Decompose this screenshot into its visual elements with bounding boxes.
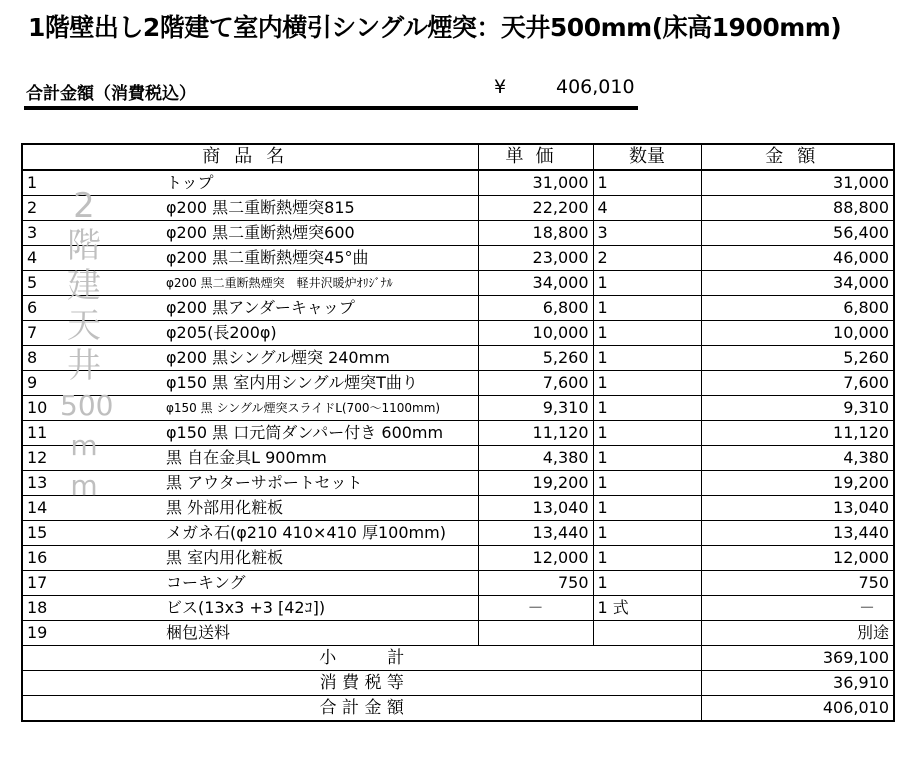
quantity: 1 [593,296,701,321]
table-row [22,221,894,246]
unit-price: 7,600 [478,371,593,396]
amount: 別途 [701,621,894,646]
total-amount-value: 406,010 [556,76,635,98]
product-name: 黒 アウターサポートセット [166,473,363,492]
unit-price: 6,800 [478,296,593,321]
row-number: 13 [27,473,48,492]
table-row [22,346,894,371]
unit-price: 13,040 [478,496,593,521]
product-name: 梱包送料 [166,623,231,642]
vertical-char: 500 [60,389,114,422]
product-name: φ200 黒二重断熱煙突 軽井沢暖炉ｵﾘｼﾞﾅﾙ [166,276,393,290]
amount: 4,380 [701,446,894,471]
row-number: 8 [27,348,38,367]
row-number: 14 [27,498,48,517]
row-number: 10 [27,398,48,417]
table-row [22,446,894,471]
unit-price: 10,000 [478,321,593,346]
product-name: φ200 黒二重断熱煙突45°曲 [166,248,369,267]
unit-price: 4,380 [478,446,593,471]
amount: 7,600 [701,371,894,396]
vertical-char: 2 [73,186,95,226]
table-header-row [22,144,894,170]
quantity [593,621,701,646]
row-number: 17 [27,573,48,592]
product-name: メガネ石(φ210 410×410 厚100mm) [166,523,446,542]
vertical-char: 井 [67,346,101,386]
unit-price: 19,200 [478,471,593,496]
header-unit-price: 単価 [478,144,593,170]
quantity: 1 [593,446,701,471]
tax-value: 36,910 [701,671,894,696]
product-name: φ200 黒二重断熱煙突815 [166,198,355,217]
amount: 11,120 [701,421,894,446]
unit-price: － [478,596,593,621]
table-row [22,170,894,196]
unit-price [478,621,593,646]
amount: 9,310 [701,396,894,421]
total-amount-label: 合計金額（消費税込） [26,84,196,104]
header-quantity: 数量 [593,144,701,170]
header-amount: 金額 [701,144,894,170]
grand-total-label: 合 計 金 額 [22,696,701,722]
table-row [22,471,894,496]
amount: 6,800 [701,296,894,321]
table-row [22,321,894,346]
header-product-name: 商品名 [22,144,478,170]
quantity: 1 [593,496,701,521]
table-row [22,546,894,571]
unit-price: 12,000 [478,546,593,571]
vertical-char: 階 [67,226,101,266]
table-row [22,496,894,521]
vertical-char: 天 [67,306,101,346]
quantity: 1 [593,421,701,446]
table-row [22,246,894,271]
product-name: φ150 黒 口元筒ダンパー付き 600mm [166,423,444,442]
amount: 12,000 [701,546,894,571]
unit-price: 34,000 [478,271,593,296]
row-number: 2 [27,198,38,217]
grand-total-value: 406,010 [701,696,894,722]
subtotal-label: 小 計 [22,646,701,671]
row-number: 6 [27,298,38,317]
row-number: 5 [27,273,38,292]
vertical-char: m [70,429,98,462]
quantity: 1 [593,170,701,196]
total-underline [24,106,638,110]
quantity: 1 [593,396,701,421]
tax-row [22,671,894,696]
row-number: 15 [27,523,48,542]
row-number: 3 [27,223,38,242]
product-name: φ150 黒 シングル煙突スライドL(700～1100mm) [166,401,441,415]
row-number: 4 [27,248,38,267]
row-number: 19 [27,623,48,642]
estimate-table [21,143,895,722]
quantity: 1 [593,546,701,571]
table-row [22,396,894,421]
table-row [22,271,894,296]
table-row [22,621,894,646]
amount: 46,000 [701,246,894,271]
table-row [22,296,894,321]
quantity: 1 [593,571,701,596]
table-row [22,421,894,446]
quantity: 1 [593,271,701,296]
unit-price: 31,000 [478,170,593,196]
product-name: φ200 黒二重断熱煙突600 [166,223,355,242]
product-name: コーキング [166,573,246,592]
unit-price: 18,800 [478,221,593,246]
row-number: 16 [27,548,48,567]
amount: 19,200 [701,471,894,496]
quantity: 3 [593,221,701,246]
currency-symbol: ¥ [494,76,507,98]
table-row [22,196,894,221]
product-name: トップ [166,173,214,192]
table-row [22,571,894,596]
unit-price: 750 [478,571,593,596]
quantity: 1 [593,321,701,346]
table-row [22,371,894,396]
quantity: 2 [593,246,701,271]
amount: － [701,596,894,621]
row-number: 12 [27,448,48,467]
amount: 13,440 [701,521,894,546]
product-name: φ205(長200φ) [166,323,277,342]
amount: 750 [701,571,894,596]
amount: 10,000 [701,321,894,346]
document-title: 1階壁出し2階建て室内横引シングル煙突：天井500mm(床高1900mm) [28,13,842,42]
amount: 5,260 [701,346,894,371]
row-number: 7 [27,323,38,342]
vertical-char: m [70,469,98,502]
amount: 56,400 [701,221,894,246]
unit-price: 13,440 [478,521,593,546]
quantity: 1 [593,346,701,371]
quantity: 1 [593,471,701,496]
row-number: 1 [27,173,38,192]
unit-price: 5,260 [478,346,593,371]
unit-price: 11,120 [478,421,593,446]
product-name: 黒 室内用化粧板 [166,548,284,567]
product-name: φ200 黒シングル煙突 240mm [166,348,390,367]
amount: 13,040 [701,496,894,521]
amount: 88,800 [701,196,894,221]
quantity: 1 [593,521,701,546]
amount: 31,000 [701,170,894,196]
unit-price: 9,310 [478,396,593,421]
product-name: φ200 黒アンダーキャップ [166,298,355,317]
subtotal-row [22,646,894,671]
table-row [22,521,894,546]
product-name: ビス(13x3 +3 [42ｺ]) [166,598,326,617]
unit-price: 23,000 [478,246,593,271]
row-number: 11 [27,423,48,442]
product-name: φ150 黒 室内用シングル煙突T曲り [166,373,418,392]
quantity: 1 [593,371,701,396]
table-row [22,596,894,621]
row-number: 18 [27,598,48,617]
product-name: 黒 外部用化粧板 [166,498,284,517]
vertical-char: 建 [67,266,101,306]
subtotal-value: 369,100 [701,646,894,671]
amount: 34,000 [701,271,894,296]
grand-total-row [22,696,894,722]
unit-price: 22,200 [478,196,593,221]
row-number: 9 [27,373,38,392]
product-name: 黒 自在金具L 900mm [166,448,327,467]
tax-label: 消 費 税 等 [22,671,701,696]
quantity: 4 [593,196,701,221]
quantity: 1 式 [593,596,701,621]
